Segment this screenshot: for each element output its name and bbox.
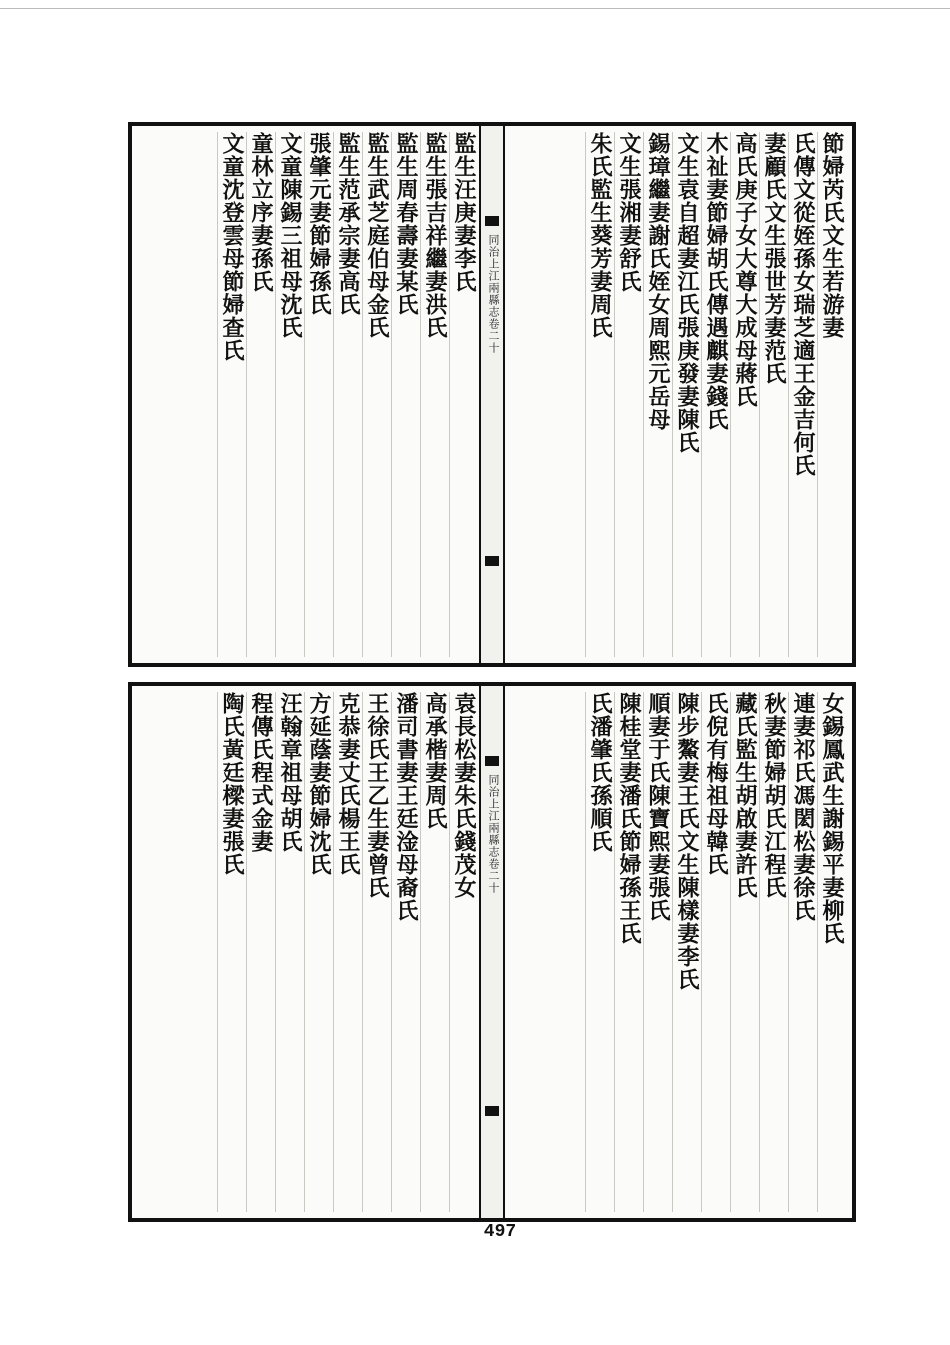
text-column: 程傳氏程式金妻 bbox=[246, 692, 275, 1212]
bottom-center-fold bbox=[479, 686, 505, 1218]
text-column: 錫璋繼妻謝氏姪女周熙元岳母 bbox=[643, 132, 672, 657]
bottom-left-text-block bbox=[138, 692, 478, 1212]
text-column: 文童陳錫三祖母沈氏 bbox=[275, 132, 304, 657]
text-column: 汪翰章祖母胡氏 bbox=[275, 692, 304, 1212]
top-right-text-block bbox=[506, 132, 846, 657]
text-column: 木祉妻節婦胡氏傳遇麒妻錢氏 bbox=[701, 132, 730, 657]
scan-top-edge bbox=[0, 0, 950, 9]
text-column: 女錫鳳武生謝錫平妻柳氏 bbox=[817, 692, 846, 1212]
fold-mark bbox=[485, 556, 499, 566]
text-column: 王徐氏王乙生妻曾氏 bbox=[362, 692, 391, 1212]
text-column: 張肇元妻節婦孫氏 bbox=[304, 132, 333, 657]
text-column: 文童沈登雲母節婦查氏 bbox=[217, 132, 246, 657]
text-column: 陶氏黃廷樑妻張氏 bbox=[217, 692, 246, 1212]
text-column: 潘司書妻王廷淦母裔氏 bbox=[391, 692, 420, 1212]
text-column: 朱氏監生葵芳妻周氏 bbox=[585, 132, 614, 657]
text-column: 方延蔭妻節婦沈氏 bbox=[304, 692, 333, 1212]
text-column: 克恭妻丈氏楊王氏 bbox=[333, 692, 362, 1212]
text-column: 妻顧氏文生張世芳妻范氏 bbox=[759, 132, 788, 657]
text-column: 節婦芮氏文生若游妻 bbox=[817, 132, 846, 657]
text-column: 秋妻節婦胡氏江程氏 bbox=[759, 692, 788, 1212]
text-column: 高承楷妻周氏 bbox=[420, 692, 449, 1212]
fold-mark bbox=[485, 1106, 499, 1116]
text-column: 袁長松妻朱氏錢茂女 bbox=[449, 692, 478, 1212]
text-column: 監生汪庚妻李氏 bbox=[449, 132, 478, 657]
text-column: 氏倪有梅祖母韓氏 bbox=[701, 692, 730, 1212]
text-column: 監生張吉祥繼妻洪氏 bbox=[420, 132, 449, 657]
bottom-right-text-block bbox=[506, 692, 846, 1212]
text-column: 陳桂堂妻潘氏節婦孫王氏 bbox=[614, 692, 643, 1212]
bottom-center-strip-text: 同治上江兩縣志卷二十 bbox=[487, 774, 500, 894]
top-page-panel bbox=[128, 122, 856, 667]
text-column: 童林立序妻孫氏 bbox=[246, 132, 275, 657]
text-column: 藏氏監生胡啟妻許氏 bbox=[730, 692, 759, 1212]
bottom-page-panel bbox=[128, 682, 856, 1222]
text-column: 氏傳文從姪孫女瑞芝適王金吉何氏 bbox=[788, 132, 817, 657]
top-center-strip-text: 同治上江兩縣志卷二十 bbox=[487, 234, 500, 354]
text-column: 文生袁自超妻江氏張庚發妻陳氏 bbox=[672, 132, 701, 657]
text-column: 文生張湘妻舒氏 bbox=[614, 132, 643, 657]
fold-mark bbox=[485, 216, 499, 226]
top-left-text-block bbox=[138, 132, 478, 657]
text-column: 陳步鰲妻王氏文生陳樣妻李氏 bbox=[672, 692, 701, 1212]
text-column: 監生范承宗妻高氏 bbox=[333, 132, 362, 657]
fold-mark bbox=[485, 756, 499, 766]
text-column: 監生周春壽妻某氏 bbox=[391, 132, 420, 657]
text-column: 順妻于氏陳寶熙妻張氏 bbox=[643, 692, 672, 1212]
text-column: 高氏庚子女大尊大成母蔣氏 bbox=[730, 132, 759, 657]
text-column: 連妻祁氏馮閎松妻徐氏 bbox=[788, 692, 817, 1212]
text-column: 監生武芝庭伯母金氏 bbox=[362, 132, 391, 657]
page-number: 497 bbox=[483, 1222, 517, 1242]
top-center-fold bbox=[479, 126, 505, 663]
text-column: 氏潘肇氏孫順氏 bbox=[585, 692, 614, 1212]
